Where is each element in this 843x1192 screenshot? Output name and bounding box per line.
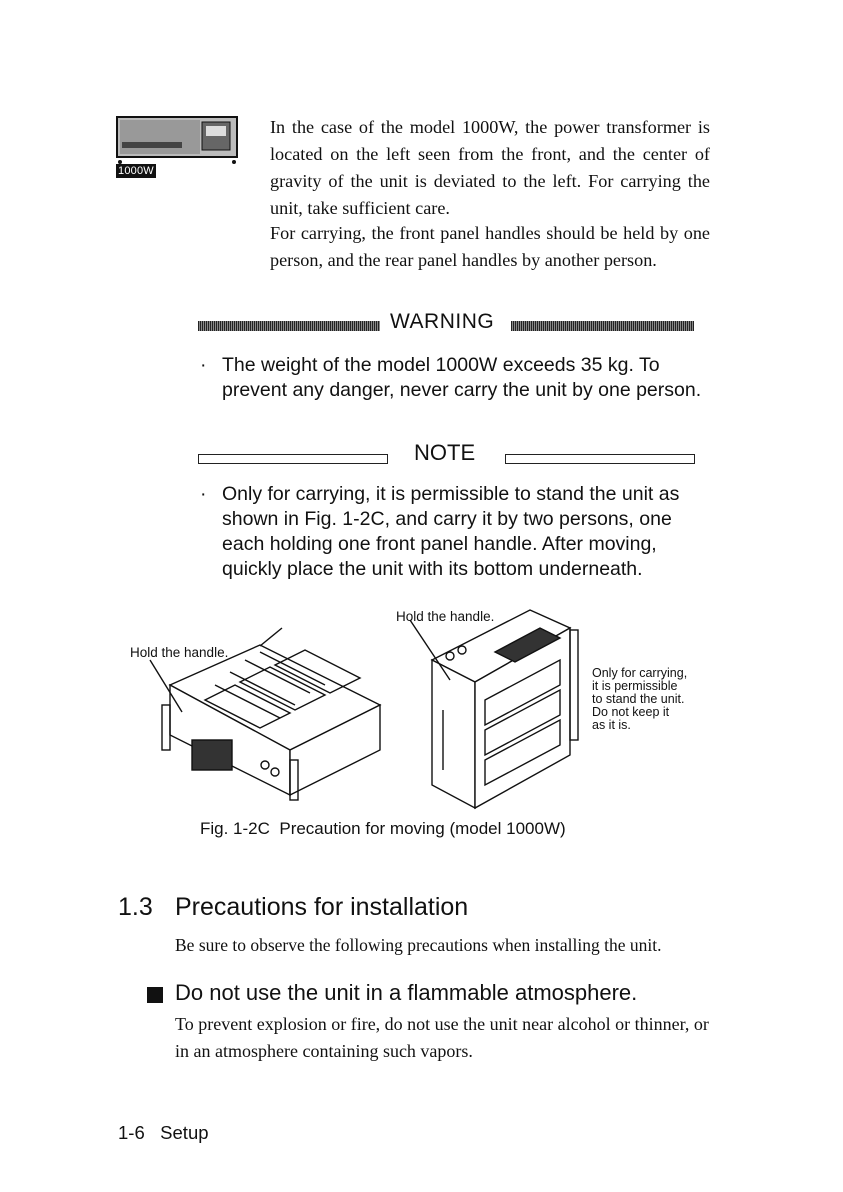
page-number: 1-6 [118,1122,145,1143]
warning-bar-right [511,321,694,331]
figure-label-hold-right: Hold the handle. [396,609,495,624]
bullet-dot: · [200,354,207,376]
model-tag: 1000W [118,165,154,177]
warning-bar-left [198,321,380,331]
figure-caption: Fig. 1-2C Precaution for moving (model 1000W) [200,819,566,838]
side-note-line: to stand the unit. [592,692,685,706]
side-note-line: Only for carrying, [592,666,688,680]
figure-side-note [592,667,722,732]
square-bullet-icon [147,987,163,1003]
figure-label-hold-left: Hold the handle. [130,645,229,660]
warning-text: The weight of the model 1000W exceeds 35 kg. To prevent any danger, never carry the unit by one person. [222,354,702,401]
intro-paragraph-2: For carrying, the front panel handles should be held by one person, and the rear panel handles by another person. [270,223,710,270]
note-text: Only for carrying, it is permissible to stand the unit as shown in Fig. 1-2C, and carry it by two persons, one each holding one front panel handle. After moving, quickly place the unit with its bottom underneath. [222,483,680,580]
intro-paragraph-1: In the case of the model 1000W, the power transformer is located on the left seen from the front, and the center of gravity of the unit is deviated to the left. For carrying the unit, take sufficient care. [270,117,710,218]
bullet-dot: · [200,483,207,505]
note-bar-right [505,454,695,464]
note-bar-left [198,454,388,464]
warning-title: WARNING [390,310,495,333]
chapter-name: Setup [160,1122,209,1143]
note-title: NOTE [414,440,476,465]
page-footer [118,1122,209,1144]
unit-standing-illustration [410,610,578,808]
side-note-line: Do not keep it [592,705,670,719]
subsection-title: Do not use the unit in a flammable atmosphere. [175,980,638,1005]
subsection-text: To prevent explosion or fire, do not use the unit near alcohol or thinner, or in an atmosphere containing such vapors. [175,1014,709,1061]
section-title: Precautions for installation [175,893,469,921]
side-note-line: as it is. [592,718,631,732]
side-note-line: it is permissible [592,679,678,693]
section-intro: Be sure to observe the following precautions when installing the unit. [175,935,662,955]
section-number: 1.3 [118,893,153,921]
